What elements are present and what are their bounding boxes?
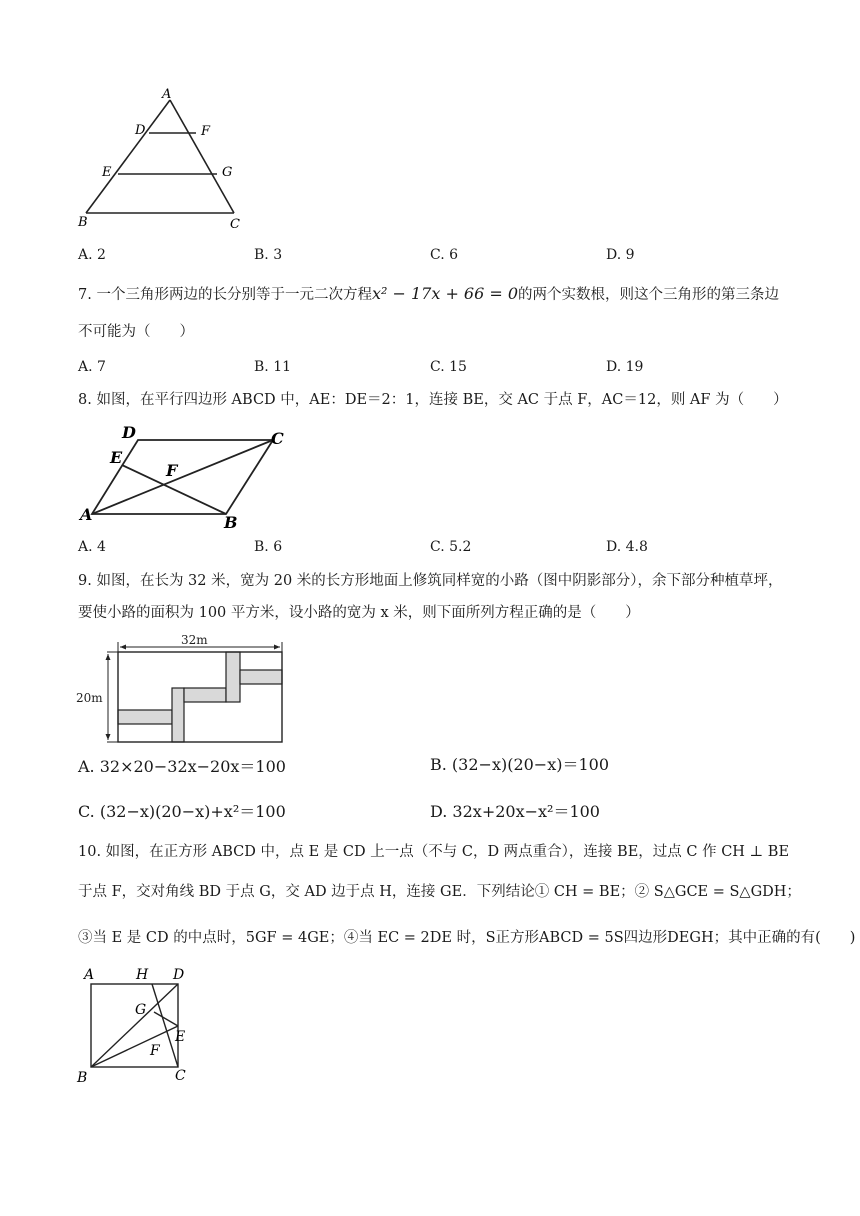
label-E: E <box>102 165 112 180</box>
q9-option-d: D. 32x+20x−x²＝100 <box>430 802 600 821</box>
q10-line3: ③当 E 是 CD 的中点时，5GF = 4GE；④当 EC = 2DE 时，S正方形ABCD = 5S四边形DEGH；其中正确的有( ) <box>78 930 856 946</box>
label-F: F <box>150 1043 160 1059</box>
label-C: C <box>271 429 284 448</box>
q9-option-a: A. 32×20−32x−20x＝100 <box>78 757 286 776</box>
q8-option-b: B. 6 <box>254 539 283 555</box>
q10-line1: 10. 如图，在正方形 ABCD 中，点 E 是 CD 上一点（不与 C，D 两点重合），连接 BE，过点 C 作 CH ⊥ BE <box>78 844 790 860</box>
q9-line1: 9. 如图，在长为 32 米，宽为 20 米的长方形地面上修筑同样宽的小路（图中阴影部分），余下部分种植草坪， <box>78 573 783 589</box>
label-A: A <box>80 505 93 524</box>
q7-line2: 不可能为（ ） <box>78 324 194 340</box>
label-B: B <box>78 215 88 230</box>
label-D: D <box>173 967 185 983</box>
q9-figure <box>74 632 289 746</box>
q6-option-b: B. 3 <box>254 247 283 263</box>
q8-option-c: C. 5.2 <box>430 539 472 555</box>
q10-figure <box>74 962 204 1088</box>
label-F: F <box>201 124 211 139</box>
width-label: 32m <box>181 633 208 647</box>
label-B: B <box>77 1070 88 1086</box>
q10-line2: 于点 F，交对角线 BD 于点 G，交 AD 边于点 H，连接 GE．下列结论① CH = BE；② S△GCE = S△GDH； <box>78 884 801 900</box>
q9-option-c: C. (32−x)(20−x)+x²＝100 <box>78 802 286 821</box>
label-E: E <box>110 448 123 467</box>
q7-option-b: B. 11 <box>254 359 292 375</box>
label-H: H <box>136 967 149 983</box>
q7-option-c: C. 15 <box>430 359 467 375</box>
q7-line1 <box>78 284 779 305</box>
label-G: G <box>135 1002 147 1018</box>
label-A: A <box>84 967 95 983</box>
height-label: 20m <box>76 691 103 705</box>
q7-equation: x² − 17x + 66 = 0 <box>371 284 519 303</box>
q6-figure <box>74 86 254 236</box>
q7-suffix: 的两个实数根，则这个三角形的第三条边 <box>518 287 780 303</box>
q9-option-b: B. (32−x)(20−x)＝100 <box>430 755 610 774</box>
q6-option-d: D. 9 <box>606 247 635 263</box>
q8-text: 8. 如图，在平行四边形 ABCD 中，AE：DE＝2：1，连接 BE，交 AC 于点 F，AC＝12，则 AF 为（ ） <box>78 392 788 408</box>
q8-option-d: D. 4.8 <box>606 539 648 555</box>
q8-figure <box>78 420 298 532</box>
q6-option-a: A. 2 <box>78 247 106 263</box>
q8-option-a: A. 4 <box>78 539 106 555</box>
q9-line2: 要使小路的面积为 100 平方米，设小路的宽为 x 米，则下面所列方程正确的是（ ） <box>78 605 640 621</box>
label-C: C <box>175 1068 186 1084</box>
label-D: D <box>122 423 136 442</box>
label-G: G <box>222 165 233 180</box>
label-E: E <box>175 1029 186 1045</box>
q7-prefix: 7. 一个三角形两边的长分别等于一元二次方程 <box>78 287 372 303</box>
label-F: F <box>166 461 178 480</box>
q7-option-d: D. 19 <box>606 359 644 375</box>
label-A: A <box>162 87 172 102</box>
label-B: B <box>224 513 238 532</box>
label-D: D <box>135 123 146 138</box>
q6-option-c: C. 6 <box>430 247 459 263</box>
label-C: C <box>230 217 240 232</box>
q7-option-a: A. 7 <box>78 359 106 375</box>
